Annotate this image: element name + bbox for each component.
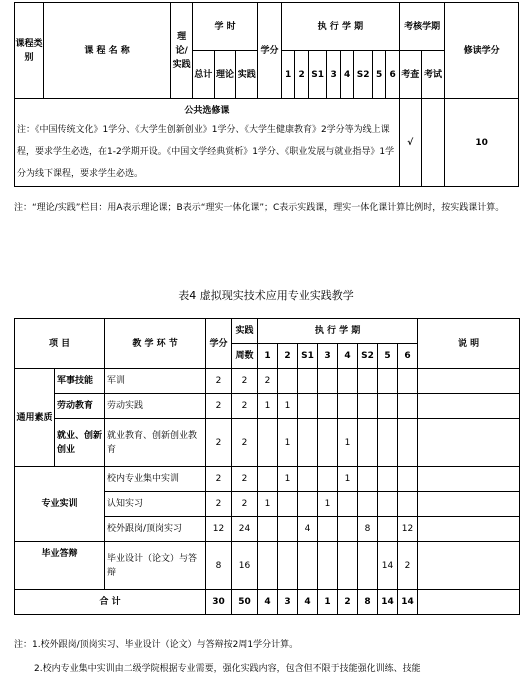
row-sem [318,517,338,542]
row-desc [418,517,520,542]
row-sem: 1 [278,394,298,419]
row-sem [258,419,278,467]
row-link: 认知实习 [105,492,206,517]
row-sem: 8 [358,517,378,542]
total-sem: 8 [358,590,378,615]
row-sem: 1 [338,467,358,492]
semester-header: 2 [295,51,308,99]
row-desc [418,419,520,467]
row-sem: 2 [258,369,278,394]
note-training: 2.校内专业集中实训由二级学院根据专业需要，强化实践内容，包含但不限于技能强化训练、技能 [34,664,421,674]
row-credits: 12 [206,517,232,542]
total-sem: 4 [258,590,278,615]
row-sem: 1 [278,467,298,492]
row-sem [298,542,318,590]
header-weeks: 周数 [232,344,258,369]
row-link: 劳动实践 [105,394,206,419]
row-link: 校外跟岗/顶岗实习 [105,517,206,542]
elective-note: 注：《中国传统文化》1学分、《大学生创新创业》1学分、《大学生健康教育》2学分等为线上课程，要求学生必选，在1-2学期开设。《中国文学经典赏析》1学分、《职业发展与就业指导》1学分为线下课程，要求学生必选。 [17,125,395,179]
group-general-quality: 通用素质 [15,369,55,467]
required-credits-value: 10 [445,99,519,187]
header-assessment: 考核学期 [399,3,445,51]
row-sem [338,369,358,394]
row-link: 军训 [105,369,206,394]
row-sem [378,467,398,492]
header-semesters: 执 行 学 期 [281,3,399,51]
row-desc [418,467,520,492]
row-sem [298,369,318,394]
row-desc [418,492,520,517]
exam-test-cell [421,99,445,187]
row-sem: 1 [278,419,298,467]
note-internship: 注：1.校外跟岗/顶岗实习、毕业设计（论文）与答辩按2周1学分计算。 [14,640,299,650]
row-weeks: 24 [232,517,258,542]
row-sem [358,542,378,590]
row-sem [258,542,278,590]
row-sem [358,369,378,394]
total-sem: 14 [398,590,418,615]
row-credits: 8 [206,542,232,590]
row-sem [398,467,418,492]
total-label: 合 计 [15,590,206,615]
header-required-credits: 修读学分 [445,3,519,99]
row-weeks: 2 [232,369,258,394]
elective-section [15,99,400,187]
elective-title: 公共选修课 [184,106,230,116]
header-semesters: 执 行 学 期 [258,319,418,344]
semester-header: 6 [386,51,399,99]
row-sem [278,542,298,590]
row-sem: 12 [398,517,418,542]
group-professional-training: 专业实训 [15,467,105,542]
row-sem [258,467,278,492]
row-link: 毕业设计（论文）与答辩 [105,542,206,590]
row-sem [358,492,378,517]
row-desc [418,369,520,394]
semester-header: 6 [398,344,418,369]
course-table [14,2,519,187]
row-sem [318,369,338,394]
semester-header: 3 [327,51,340,99]
total-sem: 3 [278,590,298,615]
header-hours: 学 时 [192,3,257,51]
total-credits: 30 [206,590,232,615]
header-description: 说 明 [418,319,520,369]
semester-header: S2 [354,51,373,99]
row-sem [398,492,418,517]
row-sem [318,419,338,467]
header-practice: 实践 [232,319,258,344]
row-sem [278,517,298,542]
header-teaching-link: 教 学 环 节 [105,319,206,369]
row-link: 校内专业集中实训 [105,467,206,492]
row-sem [338,517,358,542]
row-sem: 1 [338,419,358,467]
row-item: 劳动教育 [55,394,105,419]
row-weeks: 2 [232,492,258,517]
row-sem [398,369,418,394]
row-sem: 14 [378,542,398,590]
row-sem [278,369,298,394]
semester-header: S1 [298,344,318,369]
row-sem [378,492,398,517]
header-credits: 学分 [206,319,232,369]
row-credits: 2 [206,394,232,419]
row-sem: 1 [258,394,278,419]
row-weeks: 2 [232,419,258,467]
semester-header: 1 [281,51,294,99]
row-desc [418,394,520,419]
row-sem [378,394,398,419]
header-theory-practice: 理论/实践 [171,3,193,99]
row-sem [338,492,358,517]
header-category: 课程类别 [15,3,44,99]
row-sem [358,394,378,419]
total-sem: 14 [378,590,398,615]
header-exam-check: 考查 [399,51,421,99]
header-item: 项 目 [15,319,105,369]
row-sem [298,419,318,467]
row-sem [318,394,338,419]
row-sem [378,517,398,542]
row-weeks: 2 [232,394,258,419]
header-credits: 学分 [258,3,282,99]
row-sem [278,492,298,517]
check-mark: √ [399,99,421,187]
row-sem: 1 [258,492,278,517]
semester-header: 4 [338,344,358,369]
row-sem [258,517,278,542]
group-graduation-defense: 毕业答辩 [15,542,105,590]
semester-header: 4 [340,51,353,99]
row-sem [338,394,358,419]
row-sem: 2 [398,542,418,590]
row-sem [358,419,378,467]
total-sem: 2 [338,590,358,615]
row-credits: 2 [206,369,232,394]
row-item: 军事技能 [55,369,105,394]
row-sem: 1 [318,492,338,517]
total-desc [418,590,520,615]
row-credits: 2 [206,492,232,517]
semester-header: S2 [358,344,378,369]
total-weeks: 50 [232,590,258,615]
note-theory-practice: 注：“理论/实践”栏目：用A表示理论课；B表示“理实一体化课”；C表示实践课，理实一体化课计算比例时，按实践课计算。 [14,203,505,213]
row-sem [318,467,338,492]
row-sem [398,394,418,419]
semester-header: 5 [378,344,398,369]
semester-header: 1 [258,344,278,369]
row-item: 就业、创新创业 [55,419,105,467]
row-sem [298,467,318,492]
row-credits: 2 [206,419,232,467]
row-credits: 2 [206,467,232,492]
semester-header: S1 [308,51,327,99]
semester-header: 5 [372,51,385,99]
row-sem [358,467,378,492]
row-link: 就业教育、创新创业教育 [105,419,206,467]
row-sem [378,369,398,394]
row-sem [378,419,398,467]
row-desc [418,542,520,590]
row-sem [318,542,338,590]
practice-table [14,318,520,615]
header-exam-test: 考试 [421,51,445,99]
row-sem [398,419,418,467]
row-sem: 4 [298,517,318,542]
row-weeks: 2 [232,467,258,492]
semester-header: 2 [278,344,298,369]
header-theory-hours: 理论 [214,51,236,99]
row-sem [298,492,318,517]
header-practice-hours: 实践 [236,51,258,99]
row-sem [298,394,318,419]
row-sem [338,542,358,590]
table-caption: 表4 虚拟现实技术应用专业实践教学 [178,289,354,302]
total-sem: 1 [318,590,338,615]
row-weeks: 16 [232,542,258,590]
header-total-hours: 总计 [192,51,214,99]
semester-header: 3 [318,344,338,369]
total-sem: 4 [298,590,318,615]
header-course-name: 课 程 名 称 [43,3,170,99]
